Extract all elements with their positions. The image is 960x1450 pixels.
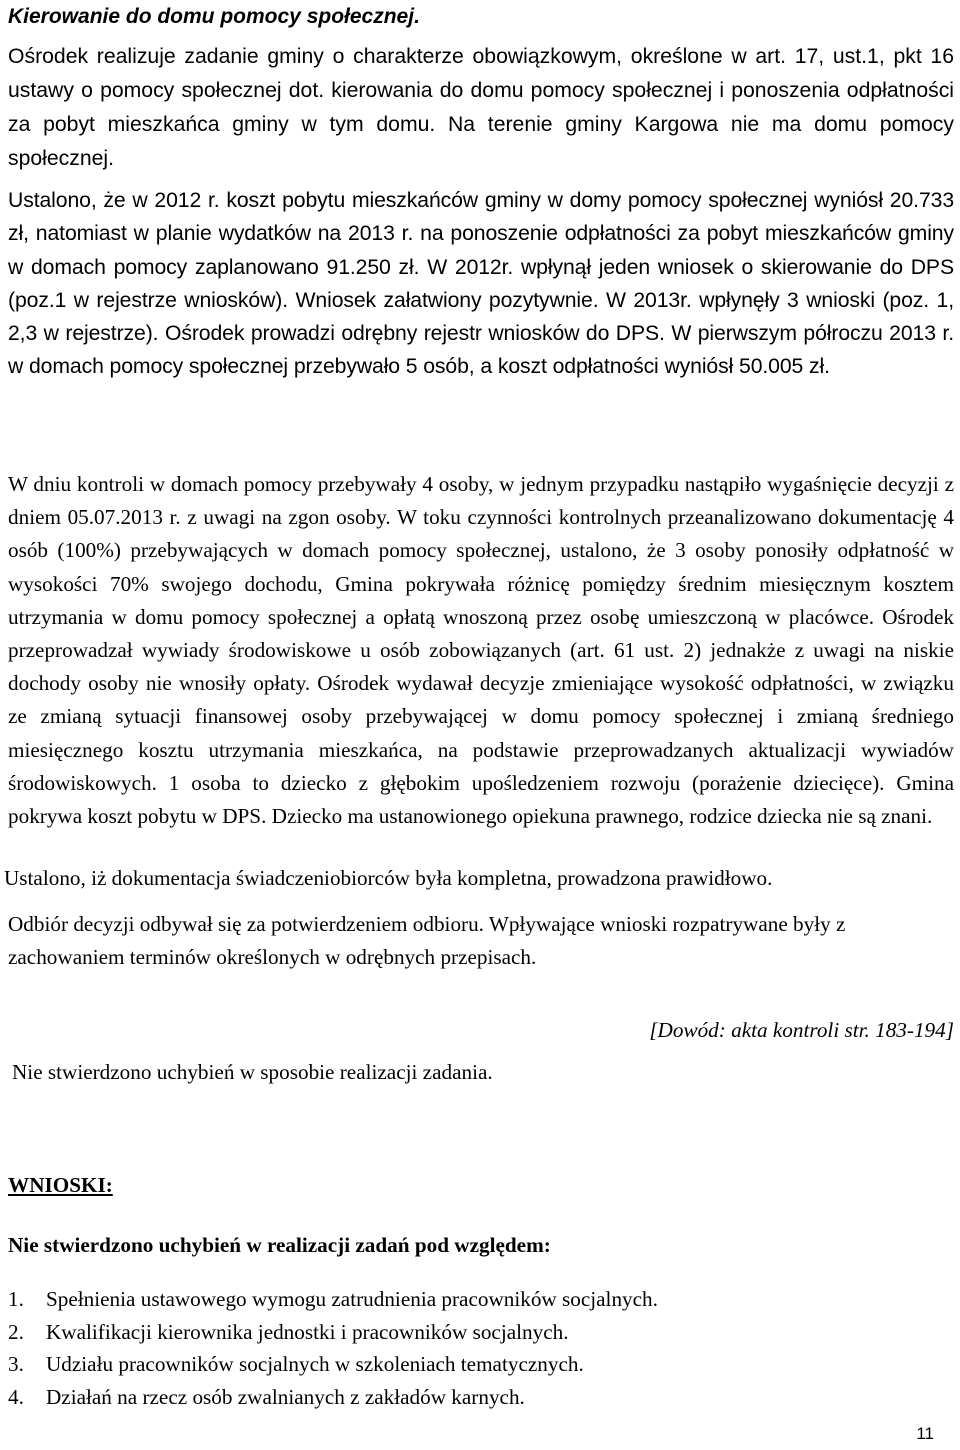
list-item-number: 3. <box>8 1352 24 1376</box>
list-item-text: Kwalifikacji kierownika jednostki i pracowników socjalnych. <box>46 1319 569 1344</box>
list-item-number: 1. <box>8 1287 24 1311</box>
conclusions-list <box>8 1283 908 1413</box>
no-irregularities-statement: Nie stwierdzono uchybień w sposobie realizacji zadania. <box>12 1060 493 1084</box>
evidence-reference: [Dowód: akta kontroli str. 183-194] <box>649 1018 954 1042</box>
paragraph-documentation: Ustalono, iż dokumentacja świadczeniobiorców była kompletna, prowadzona prawidłowo. <box>4 866 773 890</box>
list-item <box>8 1348 908 1381</box>
list-item-number: 2. <box>8 1319 24 1344</box>
list-item <box>8 1381 908 1414</box>
conclusions-subheading: Nie stwierdzono uchybień w realizacji zadań pod względem: <box>8 1233 551 1257</box>
paragraph-decisions: Odbiór decyzji odbywał się za potwierdzeniem odbioru. Wpływające wnioski rozpatrywane były z zachowaniem terminów określonych w odrębnych przepisach. <box>8 912 846 969</box>
list-item <box>8 1283 908 1316</box>
paragraph-task-description: Ośrodek realizuje zadanie gminy o charakterze obowiązkowym, określone w art. 17, ust.1, pkt 16 ustawy o pomocy społecznej dot. kierowania do domu pomocy społecznej i ponoszenia odpłatności za pobyt mieszkańca gminy w tym domu. Na terenie gminy Kargowa nie ma domu pomocy społecznej. <box>8 45 954 170</box>
list-item-number: 4. <box>8 1384 24 1409</box>
list-item-text: Spełnienia ustawowego wymogu zatrudnienia pracowników socjalnych. <box>46 1287 658 1311</box>
paragraph-costs-findings: Ustalono, że w 2012 r. koszt pobytu mieszkańców gminy w domy pomocy społecznej wyniósł 20.733 zł, natomiast w planie wydatków na 2013 r. na ponoszenie odpłatności za pobyt mieszkańców gminy w domach pomocy zaplanowano 91.250 zł. W 2012r. wpłynął jeden wniosek o skierowanie do DPS (poz.1 w rejestrze wniosków). Wniosek załatwiony pozytywnie. W 2013r. wpłynęły 3 wnioski (poz. 1, 2,3 w rejestrze). Ośrodek prowadzi odrębny rejestr wniosków do DPS. W pierwszym półroczu 2013 r. w domach pomocy społecznej przebywało 5 osób, a koszt odpłatności wyniósł 50.005 zł. <box>8 189 954 379</box>
list-item-text: Udziału pracowników socjalnych w szkoleniach tematycznych. <box>46 1352 584 1376</box>
paragraph-inspection-findings: W dniu kontroli w domach pomocy przebywały 4 osoby, w jednym przypadku nastąpiło wygaśnięcie decyzji z dniem 05.07.2013 r. z uwagi na zgon osoby. W toku czynności kontrolnych przeanalizowano dokumentację 4 osób (100%) przebywających w domach pomocy społecznej, ustalono, że 3 osoby ponosiły odpłatność w wysokości 70% swojego dochodu, Gmina pokrywała różnicę pomiędzy średnim miesięcznym kosztem utrzymania w domu pomocy społecznej a opłatą wnoszoną przez osobę umieszczoną w placówce. Ośrodek przeprowadzał wywiady środowiskowe u osób zobowiązanych (art. 61 ust. 2) jednakże z uwagi na niskie dochody osoby nie wnosiły opłaty. Ośrodek wydawał decyzje zmieniające wysokość odpłatności, w związku ze zmianą sytuacji finansowej osoby przebywającej w domu pomocy społecznej i zmianą średniego miesięcznego kosztu utrzymania mieszkańca, na podstawie przeprowadzanych aktualizacji wywiadów środowiskowych. 1 osoba to dziecko z głębokim upośledzeniem rozwoju (porażenie dziecięce). Gmina pokrywa koszt pobytu w DPS. Dziecko ma ustanowionego opiekuna prawnego, rodzice dziecka nie są znani. <box>8 472 954 829</box>
section-heading: Kierowanie do domu pomocy społecznej. <box>8 5 420 28</box>
list-item-text: Działań na rzecz osób zwalnianych z zakładów karnych. <box>46 1384 525 1409</box>
list-item <box>8 1316 908 1349</box>
conclusions-heading: WNIOSKI: <box>8 1173 113 1197</box>
page-number: 11 <box>916 1424 934 1443</box>
